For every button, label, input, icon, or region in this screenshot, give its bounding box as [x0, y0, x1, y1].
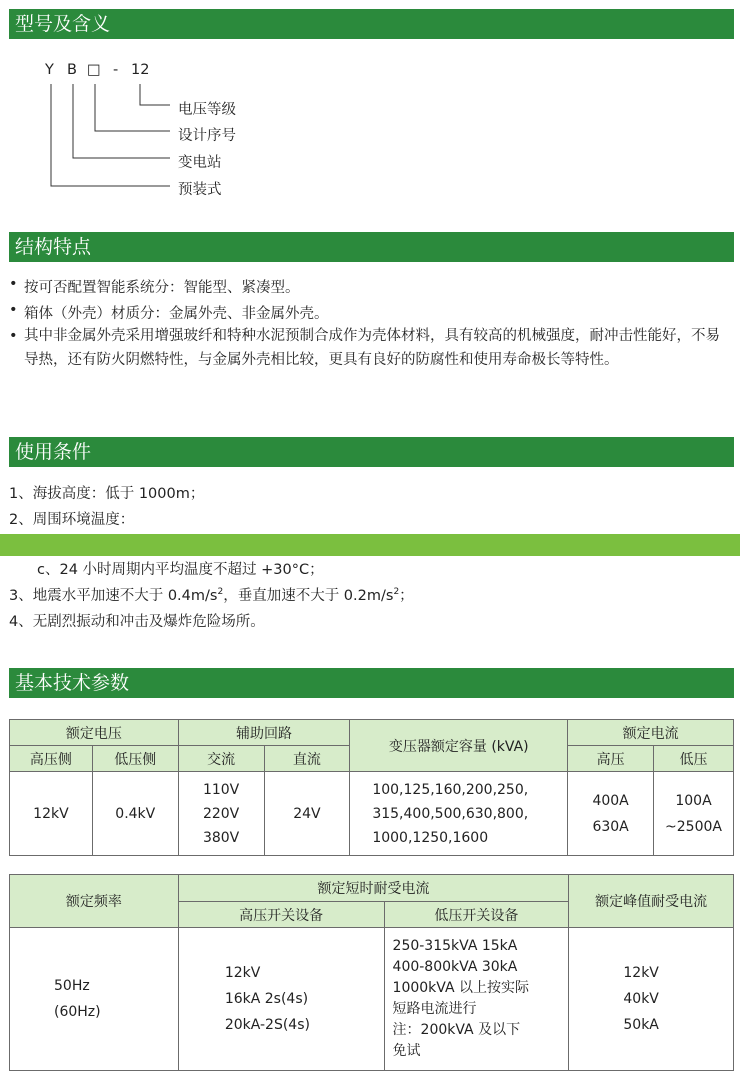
- usage-item-1: 1、海拔高度：低于 1000m；: [9, 486, 205, 502]
- hv-switch-value: 16kA 2s(4s): [224, 991, 309, 1007]
- model-label-voltage: 电压等级: [178, 102, 236, 118]
- model-char-12: 12: [131, 62, 150, 78]
- params-table-1: [9, 719, 734, 856]
- model-char-box: □: [87, 62, 101, 78]
- cell-low-current: [654, 772, 734, 856]
- usage-item-3-sup-b: 2: [393, 587, 400, 598]
- th-dc: 直流: [264, 746, 350, 772]
- capacity-line: 1000,1250,1600: [372, 829, 489, 846]
- ac-value: 110V: [202, 781, 240, 798]
- model-label-design: 设计序号: [178, 128, 236, 144]
- model-label-prefab: 预装式: [178, 182, 222, 198]
- th-transformer-capacity: 变压器额定容量 (kVA): [350, 720, 568, 772]
- th-ac: 交流: [178, 746, 264, 772]
- structure-item-3: 其中非金属外壳采用增强玻纤和特种水泥预制合成作为壳体材料，具有较高的机械强度，耐冲击性能好，不易导热，还有防火阴燃特性，与金属外壳相比较，更具有良好的防腐性和使用寿命极长等特性。: [24, 328, 720, 368]
- hv-switch-value: 12kV: [224, 965, 261, 981]
- peak-value: 50kA: [623, 1017, 659, 1033]
- th-hv-switch: 高压开关设备: [178, 902, 384, 928]
- usage-item-3-sup-a: 2: [217, 587, 224, 598]
- th-peak: 额定峰值耐受电流: [569, 875, 734, 928]
- th-lv-side: 低压侧: [92, 746, 178, 772]
- th-rated-voltage: 额定电压: [10, 720, 179, 746]
- model-label-substation: 变电站: [178, 155, 222, 171]
- lv-switch-line: 注：200kVA 及以下: [392, 1022, 521, 1038]
- hv-switch-value: 20kA-2S(4s): [224, 1017, 310, 1033]
- cell-dc-value: 24V: [264, 772, 350, 856]
- usage-item-3-text-c: ；: [399, 588, 414, 604]
- high-current-value: 630A: [592, 818, 629, 835]
- cell-ac-values: [178, 772, 264, 856]
- th-short-time: 额定短时耐受电流: [178, 875, 568, 902]
- usage-item-3: [9, 584, 414, 605]
- cell-lv-value: 0.4kV: [92, 772, 178, 856]
- peak-value: 12kV: [623, 965, 659, 981]
- lv-switch-line: 1000kVA 以上按实际: [392, 980, 529, 996]
- model-char-b: B: [67, 62, 77, 78]
- usage-item-c: c、24 小时周期内平均温度不超过 +30°C；: [37, 562, 324, 578]
- bullet-dot: •: [9, 302, 18, 318]
- section-header-usage: 使用条件: [9, 437, 734, 467]
- bullet-dot: •: [9, 328, 18, 344]
- freq-value: (60Hz): [54, 1004, 101, 1020]
- usage-item-3-text-b: ，垂直加速不大于 0.2m/s: [223, 588, 394, 604]
- th-low: 低压: [654, 746, 734, 772]
- lv-switch-line: 短路电流进行: [392, 1001, 477, 1017]
- th-hv-side: 高压侧: [10, 746, 93, 772]
- model-char-dash: -: [113, 62, 119, 78]
- cell-hv-value: 12kV: [10, 772, 93, 856]
- usage-item-4: 4、无剧烈振动和冲击及爆炸危险场所。: [9, 614, 265, 630]
- th-rated-freq: 额定频率: [10, 875, 179, 928]
- ac-value: 380V: [202, 829, 240, 846]
- section-header-structure: 结构特点: [9, 232, 734, 262]
- th-lv-switch: 低压开关设备: [384, 902, 569, 928]
- overlay-green-bar: [0, 534, 740, 556]
- capacity-line: 315,400,500,630,800,: [372, 805, 529, 822]
- low-current-value: 100A: [675, 792, 712, 809]
- peak-value: 40kV: [623, 991, 659, 1007]
- cell-peak: [569, 928, 734, 1071]
- freq-value: 50Hz: [54, 978, 90, 994]
- section-header-params: 基本技术参数: [9, 668, 734, 698]
- capacity-line: 100,125,160,200,250,: [372, 781, 529, 798]
- cell-capacity-values: [350, 772, 568, 856]
- low-current-value: ~2500A: [665, 818, 722, 835]
- structure-item-1: 按可否配置智能系统分：智能型、紧凑型。: [24, 280, 300, 296]
- usage-item-3-text-a: 3、地震水平加速不大于 0.4m/s: [9, 588, 218, 604]
- structure-item-2: 箱体（外壳）材质分：金属外壳、非金属外壳。: [24, 306, 329, 322]
- th-rated-current: 额定电流: [568, 720, 734, 746]
- params-table-2: [9, 874, 734, 1071]
- lv-switch-line: 400-800kVA 30kA: [392, 959, 518, 975]
- cell-lv-switch: [384, 928, 569, 1071]
- lv-switch-line: 免试: [392, 1043, 421, 1059]
- high-current-value: 400A: [592, 792, 629, 809]
- model-char-y: Y: [45, 62, 54, 78]
- th-aux-circuit: 辅助回路: [178, 720, 350, 746]
- usage-item-2: 2、周围环境温度：: [9, 512, 135, 528]
- cell-hv-switch: [178, 928, 384, 1071]
- cell-high-current: [568, 772, 654, 856]
- lv-switch-line: 250-315kVA 15kA: [392, 938, 518, 954]
- ac-value: 220V: [202, 805, 240, 822]
- section-header-model: 型号及含义: [9, 9, 734, 39]
- bullet-dot: •: [9, 276, 18, 292]
- model-bracket-lines: [0, 0, 740, 220]
- cell-freq: [10, 928, 179, 1071]
- th-high: 高压: [568, 746, 654, 772]
